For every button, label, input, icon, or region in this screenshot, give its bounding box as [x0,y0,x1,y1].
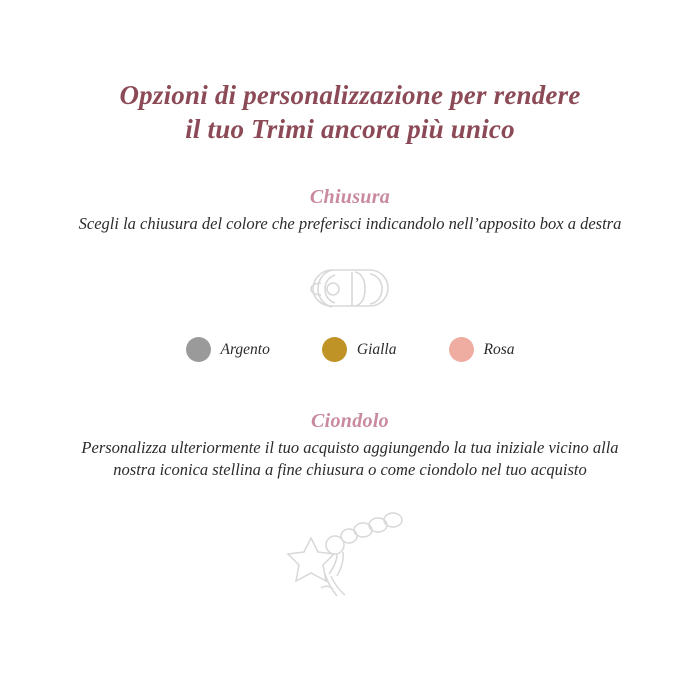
page-title-line-1: Opzioni di personalizzazione per rendere [119,80,581,110]
swatch-rosa[interactable] [449,337,515,362]
swatch-dot-argento [186,337,211,362]
section-heading-ciondolo: Ciondolo [311,410,389,432]
swatch-label-rosa: Rosa [483,340,515,358]
clasp-color-swatches [0,337,700,362]
page-title [0,78,700,146]
section-description-chiusura: Scegli la chiusura del colore che preferisci indicandolo nell’apposito box a destra [78,214,622,233]
swatch-argento[interactable] [186,337,270,362]
section-heading-chiusura: Chiusura [309,186,391,208]
section-description-ciondolo [0,437,700,481]
page-title-line-2: il tuo Trimi ancora più unico [185,114,515,144]
swatch-dot-gialla [322,337,347,362]
swatch-label-argento: Argento [220,340,270,358]
swatch-label-gialla: Gialla [356,340,397,358]
section-description-ciondolo-line-1: Personalizza ulteriormente il tuo acquisto aggiungendo la tua iniziale vicino alla [81,438,619,457]
swatch-dot-rosa [449,337,474,362]
swatch-gialla[interactable] [322,337,397,362]
lobster-clasp-icon [0,256,700,327]
section-description-ciondolo-line-2: nostra iconica stellina a fine chiusura o come ciondolo nel tuo acquisto [113,460,587,479]
star-charm-icon [0,500,700,615]
